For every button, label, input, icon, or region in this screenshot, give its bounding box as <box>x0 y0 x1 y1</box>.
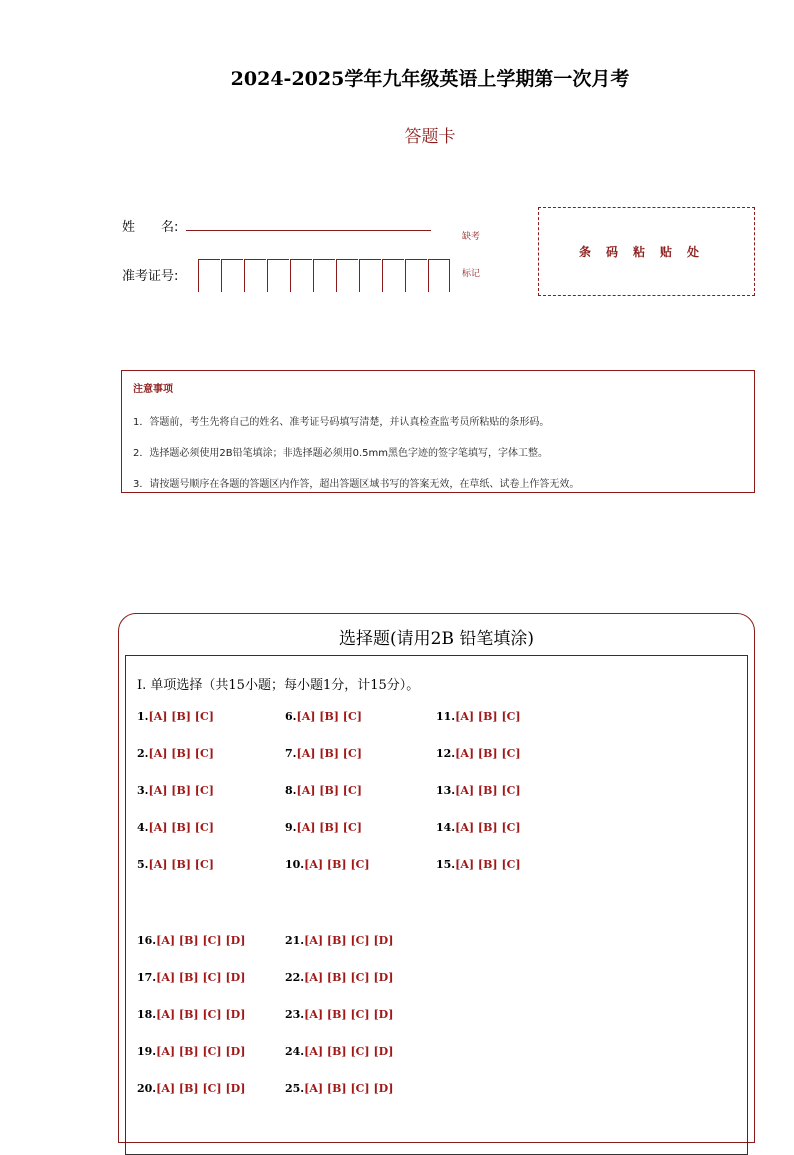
question-number: 13. <box>436 784 456 797</box>
answer-options[interactable]: [A] [B] [C] <box>296 784 362 797</box>
question-number: 14. <box>436 821 456 834</box>
question-number: 3. <box>137 784 149 797</box>
id-digit-box[interactable] <box>221 259 243 292</box>
exam-title: 2024-2025学年九年级英语上学期第一次月考 <box>230 68 630 90</box>
answer-options[interactable]: [A] [B] [C] [D] <box>156 1008 246 1021</box>
notice-item: 2．选择题必须使用2B铅笔填涂；非选择题必须用0.5mm黑色字迹的签字笔填写，字体工整。 <box>133 448 548 459</box>
question-item[interactable] <box>436 858 521 871</box>
answer-options[interactable]: [A] [B] [C] [D] <box>304 1045 394 1058</box>
answer-options[interactable]: [A] [B] [C] [D] <box>304 934 394 947</box>
question-number: 19. <box>137 1045 157 1058</box>
id-number-boxes[interactable] <box>198 259 451 292</box>
answer-options[interactable]: [A] [B] [C] <box>148 858 214 871</box>
answer-options[interactable]: [A] [B] [C] [D] <box>156 1045 246 1058</box>
question-item[interactable] <box>285 934 393 947</box>
question-item[interactable] <box>436 821 521 834</box>
id-digit-box[interactable] <box>428 259 450 292</box>
section-title: 选择题(请用2B 铅笔填涂) <box>339 629 534 649</box>
answer-options[interactable]: [A] [B] [C] [D] <box>304 1082 394 1095</box>
question-number: 7. <box>285 747 297 760</box>
choice-answer-area <box>125 655 748 1155</box>
answer-options[interactable]: [A] [B] [C] <box>148 821 214 834</box>
absent-mark-label-bottom: 标记 <box>462 269 481 279</box>
answer-options[interactable]: [A] [B] [C] <box>304 858 370 871</box>
question-number: 18. <box>137 1008 157 1021</box>
answer-sheet-subtitle: 答题卡 <box>404 127 456 147</box>
question-number: 24. <box>285 1045 305 1058</box>
id-digit-box[interactable] <box>313 259 335 292</box>
question-item[interactable] <box>436 710 521 723</box>
name-field[interactable] <box>186 230 431 231</box>
answer-options[interactable]: [A] [B] [C] [D] <box>156 1082 246 1095</box>
question-item[interactable] <box>436 747 521 760</box>
id-digit-box[interactable] <box>336 259 358 292</box>
question-number: 22. <box>285 971 305 984</box>
question-number: 21. <box>285 934 305 947</box>
question-item[interactable] <box>285 1008 393 1021</box>
id-digit-box[interactable] <box>198 259 220 292</box>
question-number: 12. <box>436 747 456 760</box>
question-item[interactable] <box>137 747 214 760</box>
question-number: 16. <box>137 934 157 947</box>
question-number: 20. <box>137 1082 157 1095</box>
answer-options[interactable]: [A] [B] [C] <box>455 710 521 723</box>
question-number: 9. <box>285 821 297 834</box>
answer-options[interactable]: [A] [B] [C] <box>148 710 214 723</box>
question-item[interactable] <box>137 710 214 723</box>
answer-options[interactable]: [A] [B] [C] <box>455 821 521 834</box>
question-number: 8. <box>285 784 297 797</box>
part-title: I. 单项选择（共15小题；每小题1分，计15分）。 <box>137 678 420 693</box>
answer-options[interactable]: [A] [B] [C] <box>455 747 521 760</box>
notice-box <box>121 370 755 493</box>
question-item[interactable] <box>137 821 214 834</box>
id-digit-box[interactable] <box>359 259 381 292</box>
barcode-area <box>538 207 755 296</box>
name-label: 姓 名: <box>122 220 179 235</box>
question-item[interactable] <box>285 784 362 797</box>
answer-options[interactable]: [A] [B] [C] <box>455 858 521 871</box>
question-item[interactable] <box>285 1045 393 1058</box>
question-number: 1. <box>137 710 149 723</box>
question-item[interactable] <box>285 710 362 723</box>
notice-title: 注意事项 <box>133 384 173 395</box>
notice-item: 3．请按题号顺序在各题的答题区内作答，超出答题区域书写的答案无效，在草纸、试卷上作答无效。 <box>133 479 580 490</box>
id-digit-box[interactable] <box>244 259 266 292</box>
question-item[interactable] <box>137 934 245 947</box>
id-digit-box[interactable] <box>290 259 312 292</box>
id-digit-box[interactable] <box>267 259 289 292</box>
question-number: 25. <box>285 1082 305 1095</box>
question-item[interactable] <box>137 858 214 871</box>
question-item[interactable] <box>285 971 393 984</box>
id-digit-box[interactable] <box>405 259 427 292</box>
answer-options[interactable]: [A] [B] [C] <box>148 747 214 760</box>
answer-options[interactable]: [A] [B] [C] [D] <box>156 934 246 947</box>
question-item[interactable] <box>137 784 214 797</box>
question-item[interactable] <box>285 858 370 871</box>
barcode-label: 条码粘贴处 <box>578 245 714 259</box>
question-item[interactable] <box>137 1045 245 1058</box>
question-item[interactable] <box>137 971 245 984</box>
id-digit-box[interactable] <box>382 259 404 292</box>
id-label: 准考证号: <box>122 269 179 284</box>
choice-section <box>118 613 755 1143</box>
question-number: 10. <box>285 858 305 871</box>
question-number: 2. <box>137 747 149 760</box>
question-item[interactable] <box>137 1082 245 1095</box>
question-number: 23. <box>285 1008 305 1021</box>
question-number: 4. <box>137 821 149 834</box>
notice-item: 1．答题前，考生先将自己的姓名、准考证号码填写清楚，并认真检查监考员所粘贴的条形码。 <box>133 417 550 428</box>
question-number: 5. <box>137 858 149 871</box>
answer-options[interactable]: [A] [B] [C] <box>296 747 362 760</box>
answer-options[interactable]: [A] [B] [C] [D] <box>304 971 394 984</box>
question-item[interactable] <box>137 1008 245 1021</box>
answer-options[interactable]: [A] [B] [C] [D] <box>304 1008 394 1021</box>
answer-options[interactable]: [A] [B] [C] <box>455 784 521 797</box>
question-item[interactable] <box>436 784 521 797</box>
question-item[interactable] <box>285 821 362 834</box>
answer-options[interactable]: [A] [B] [C] <box>296 821 362 834</box>
question-number: 15. <box>436 858 456 871</box>
absent-mark-label-top: 缺考 <box>462 232 481 242</box>
question-number: 6. <box>285 710 297 723</box>
answer-options[interactable]: [A] [B] [C] <box>148 784 214 797</box>
answer-options[interactable]: [A] [B] [C] [D] <box>156 971 246 984</box>
question-number: 17. <box>137 971 157 984</box>
answer-options[interactable]: [A] [B] [C] <box>296 710 362 723</box>
question-number: 11. <box>436 710 456 723</box>
question-item[interactable] <box>285 747 362 760</box>
question-item[interactable] <box>285 1082 393 1095</box>
